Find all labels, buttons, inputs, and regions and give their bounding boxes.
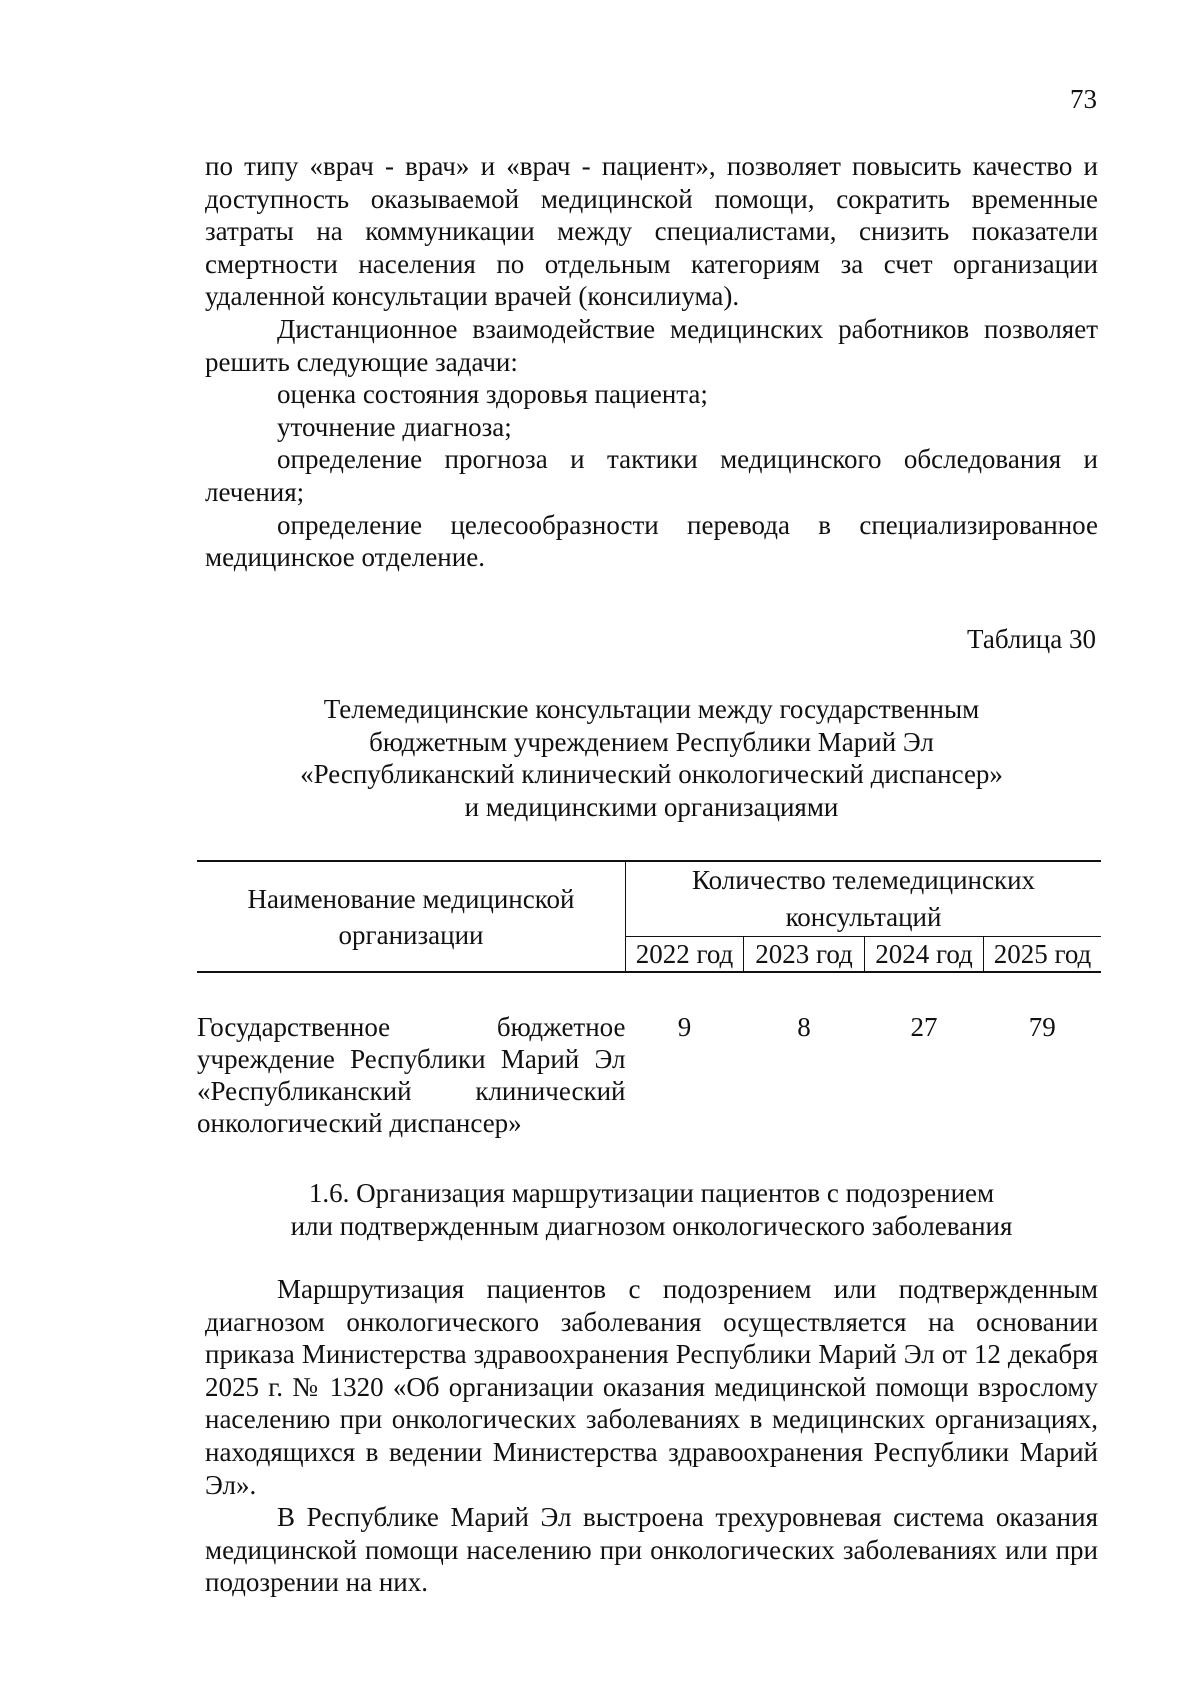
task-item: уточнение диагноза; xyxy=(277,411,512,442)
org-line: «Республиканский клинический xyxy=(197,1076,626,1106)
header-line: Количество телемедицинских xyxy=(691,865,1036,895)
value-cell-2025: 79 xyxy=(1028,1012,1056,1042)
header-line: Наименование медицинской xyxy=(247,883,575,914)
section-text xyxy=(205,1273,1098,1599)
section-heading-line: или подтвержденным диагнозом онкологического заболевания xyxy=(290,1211,1013,1241)
table-title xyxy=(205,693,1098,823)
spacer-row xyxy=(197,972,1101,1011)
org-line: онкологический диспансер» xyxy=(197,1108,522,1138)
header-line: организации xyxy=(338,919,484,950)
table-title-line: бюджетным учреждением Республики Марий Эл xyxy=(369,726,934,757)
org-line: учреждение Республики Марий Эл xyxy=(197,1044,626,1074)
header-line: консультаций xyxy=(785,902,942,932)
telemedicine-table xyxy=(197,860,1101,1139)
value-cell-2022: 9 xyxy=(677,1012,692,1042)
table-caption: Таблица 30 xyxy=(967,624,1096,654)
value-cell-2024: 27 xyxy=(910,1012,938,1042)
intro-paragraph: по типу «врач - врач» и «врач - пациент», позволяет повысить качество и доступность оказываемой медицинской помощи, сократить временные затраты на коммуникации между специалистами, снизить показатели смертности населения по отдельным категориям за счет организации удаленной консультации врачей (консилиума). xyxy=(205,151,1098,312)
table-title-line: и медицинскими организациями xyxy=(464,791,839,822)
column-header-consultations xyxy=(626,861,1102,937)
section-paragraph: Маршрутизация пациентов с подозрением или подтвержденным диагнозом онкологического заболевания осуществляется на основании приказа Министерства здравоохранения Республики Марий Эл от 12 декабря 2025 г. № 1320 «Об организации оказания медицинской помощи взрослому населению при онкологических заболеваниях в медицинских организациях, находящихся в ведении Министерства здравоохранения Республики Марий Эл». xyxy=(205,1274,1098,1500)
year-header: 2022 год xyxy=(626,937,744,973)
intro-paragraph: Дистанционное взаимодействие медицинских работников позволяет решить следующие задачи: xyxy=(205,313,1098,377)
value-cell-2023: 8 xyxy=(797,1012,811,1042)
task-item: определение целесообразности перевода в специализированное медицинское отделение. xyxy=(205,509,1098,573)
table-title-line: «Республиканский клинический онкологический диспансер» xyxy=(300,759,1003,790)
year-header: 2023 год xyxy=(744,937,865,973)
page-number: 73 xyxy=(1070,84,1097,114)
table-row xyxy=(197,1011,1101,1139)
task-item: оценка состояния здоровья пациента; xyxy=(277,379,708,410)
section-heading xyxy=(205,1177,1098,1243)
column-header-organization xyxy=(197,861,626,972)
section-heading-line: 1.6. Организация маршрутизации пациентов с подозрением xyxy=(308,1178,995,1208)
org-line: Государственное бюджетное xyxy=(197,1012,626,1042)
intro-text xyxy=(205,150,1098,574)
year-header: 2024 год xyxy=(865,937,984,973)
organization-name-cell xyxy=(197,1011,626,1139)
table-title-line: Телемедицинские консультации между государственным xyxy=(323,694,980,724)
year-header: 2025 год xyxy=(984,937,1102,973)
task-item: определение прогноза и тактики медицинского обследования и лечения; xyxy=(205,444,1098,507)
section-paragraph: В Республике Марий Эл выстроена трехуровневая система оказания медицинской помощи населению при онкологических заболеваниях или при подозрении на них. xyxy=(205,1502,1098,1598)
